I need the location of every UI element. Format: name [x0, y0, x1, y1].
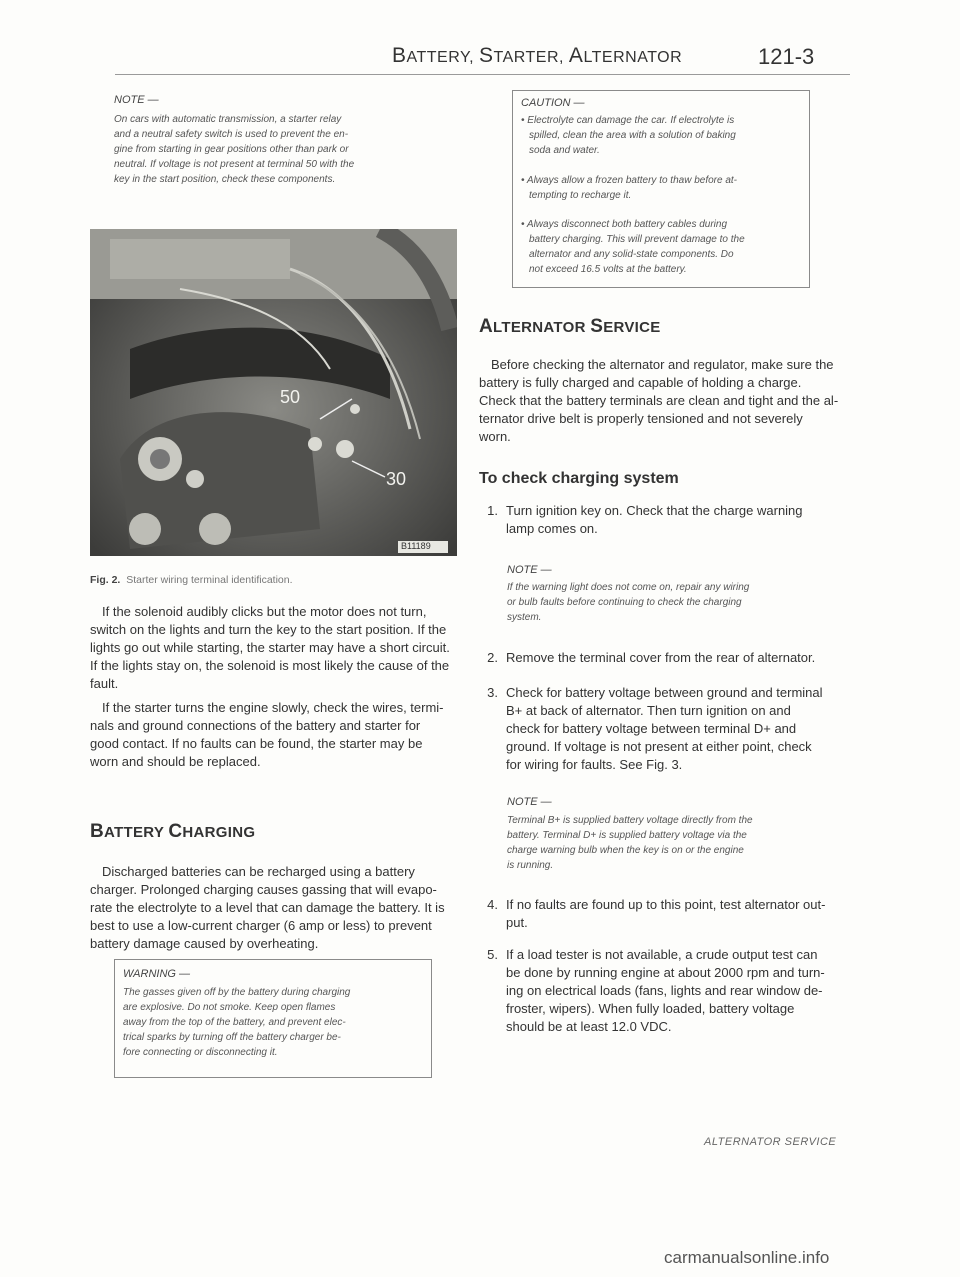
solenoid-paragraph: If the solenoid audibly clicks but the motor does not turn, switch on the lights and turn the key to the start position. If the lights go out while starting, the starter may have a short circuit. If the lights stay on, the solenoid is most likely the cause of the fault.	[90, 604, 450, 691]
step-3: 3. Check for battery voltage between ground and terminal B+ at back of alternator. Then turn ignition on and check for battery voltage between terminal D+ and ground. If voltage is not present at either point, check for wiring for faults. See Fig. 3.	[487, 685, 823, 772]
note-label: NOTE —	[507, 796, 552, 808]
note-label: NOTE —	[507, 564, 552, 576]
step-5: 5. If a load tester is not available, a crude output test can be done by running engine at about 2000 rpm and turn- ing on electrical loads (fans, lights and rear window de- froster, wipers). When fully loaded, battery voltage should be at least 12.0 VDC.	[487, 947, 825, 1034]
watermark: carmanualsonline.info	[664, 1248, 830, 1267]
terminal-50-label: 50	[280, 387, 301, 407]
note-text: Terminal B+ is supplied battery voltage directly from the battery. Terminal D+ is supplied battery voltage via the charge warning bulb when the key is on or the engine is running.	[507, 815, 753, 871]
starter-photo-illustration	[90, 229, 457, 556]
battery-charging-heading: BATTERY CHARGING	[90, 821, 256, 842]
note-text: If the warning light does not come on, repair any wiring or bulb faults before continuing to check the charging system.	[507, 582, 750, 623]
warning-box	[114, 959, 432, 1078]
terminal-30-label: 30	[386, 469, 407, 489]
caution-item: • Always disconnect both battery cables during battery charging. This will prevent damage to the alternator and any solid-state components. Do not exceed 16.5 volts at the battery.	[521, 219, 745, 275]
warning-label: WARNING —	[123, 968, 191, 980]
step-2: 2. Remove the terminal cover from the rear of alternator.	[487, 650, 816, 665]
note-text: On cars with automatic transmission, a starter relay and a neutral safety switch is used to prevent the en- gine from starting in gear positions other than park or neutral. If voltage is not present at terminal 50 with the key in the start position, check these components.	[114, 114, 355, 185]
step-4: 4. If no faults are found up to this point, test alternator out- put.	[487, 897, 826, 930]
running-header-title: BATTERY, STARTER, ALTERNATOR	[392, 44, 683, 67]
alternator-service-heading: ALTERNATOR SERVICE	[479, 316, 661, 337]
caution-item: • Electrolyte can damage the car. If electrolyte is spilled, clean the area with a solution of baking soda and water.	[521, 115, 736, 156]
warning-text: The gasses given off by the battery during charging are explosive. Do not smoke. Keep open flames away from the top of the battery, and prevent elec- trical sparks by turning off the battery charger be- fore connecting or disconnecting it.	[123, 987, 351, 1058]
charging-system-subheading: To check charging system	[479, 470, 679, 487]
alternator-intro-paragraph: Before checking the alternator and regulator, make sure the battery is fully charged and capable of holding a charge. Check that the battery terminals are clean and tight and the al- ternator drive belt is properly tensioned and not severely worn.	[479, 357, 839, 444]
caution-label: CAUTION —	[521, 97, 585, 109]
footer-section-name: ALTERNATOR SERVICE	[704, 1136, 837, 1148]
note-label: NOTE —	[114, 94, 159, 106]
header-rule	[115, 74, 850, 75]
step-1: 1. Turn ignition key on. Check that the charge warning lamp comes on.	[487, 503, 803, 536]
starter-wiring-photo	[90, 229, 457, 556]
caution-item: • Always allow a frozen battery to thaw before at- tempting to recharge it.	[521, 175, 738, 201]
page-number: 121-3	[758, 44, 815, 69]
caution-box	[512, 90, 810, 288]
slow-starter-paragraph: If the starter turns the engine slowly, check the wires, termi- nals and ground connections of the battery and starter for good contact. If no faults can be found, the starter may be worn and should be replaced.	[90, 700, 444, 769]
image-code: B11189	[401, 541, 431, 551]
figure-caption: Fig. 2. Starter wiring terminal identification.	[90, 574, 293, 586]
battery-charging-paragraph: Discharged batteries can be recharged using a battery charger. Prolonged charging causes gassing that will evapo- rate the electrolyte to a level that can damage the battery. It is best to use a low-current charger (6 amp or less) to prevent battery damage caused by overheating.	[90, 864, 445, 951]
